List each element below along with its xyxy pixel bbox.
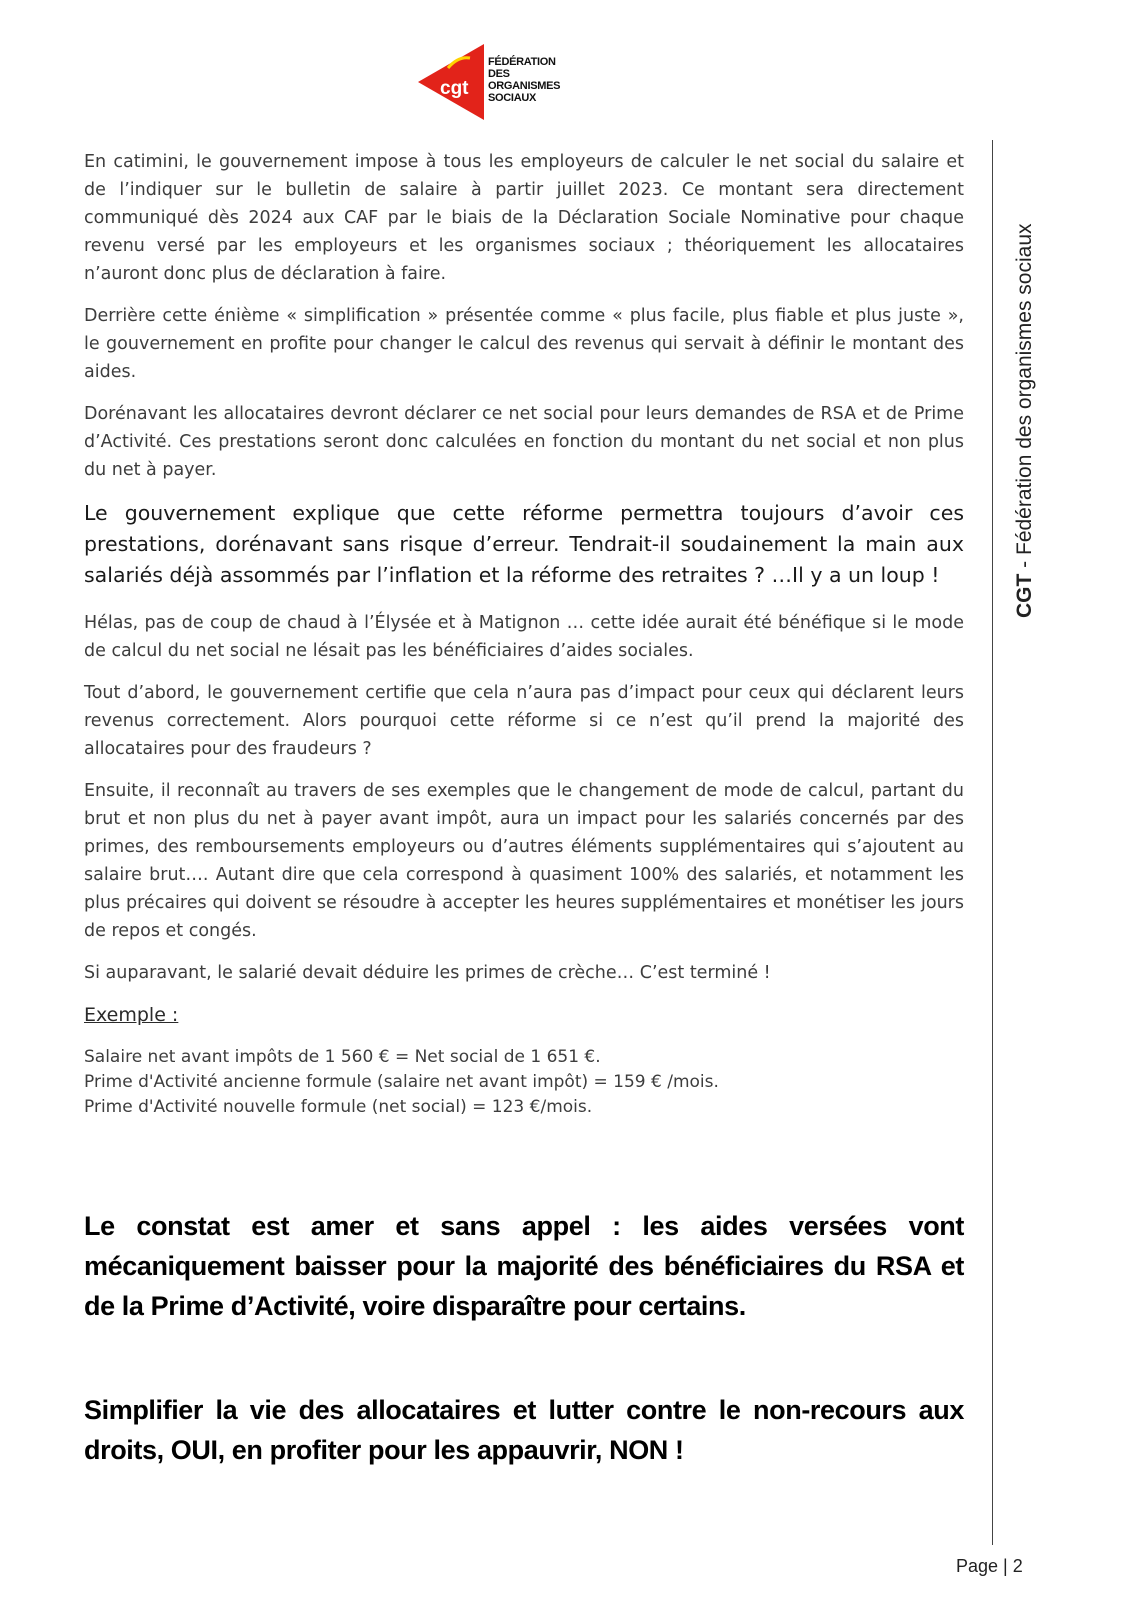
paragraph-elysee: Hélas, pas de coup de chaud à l’Élysée et à Matignon … cette idée aurait été bénéfique si le mode de calcul du net social ne lésait pas les bénéficiaires d’aides sociales.	[84, 613, 964, 661]
conclusion-slogan: Simplifier la vie des allocataires et lutter contre le non-recours aux droits, OUI, en profiter pour les appauvrir, NON !	[84, 1395, 964, 1465]
paragraph-tout-dabord: Tout d’abord, le gouvernement certifie que cela n’aura pas d’impact pour ceux qui déclarent leurs revenus correctement. Alors pourquoi cette réforme si ce n’est qu’il prend la majorité des allocataires pour des fraudeurs ?	[84, 683, 964, 759]
sidebar-divider	[992, 140, 993, 1545]
article-body	[84, 148, 964, 1120]
example-line: Prime d'Activité nouvelle formule (net social) = 123 €/mois.	[84, 1097, 593, 1117]
example-heading: Exemple :	[84, 1004, 179, 1026]
cgt-logo	[418, 44, 578, 120]
example-block	[84, 1045, 964, 1120]
page-number: Page | 2	[956, 1556, 1023, 1576]
sidebar-label	[1013, 224, 1037, 619]
paragraph-ensuite: Ensuite, il reconnaît au travers de ses exemples que le changement de mode de calcul, partant du brut et non plus du net à payer avant impôt, aura un impact pour les salariés concernés par des primes, des remboursements employeurs ou d’autres éléments supplémentaires qui s’ajoutent au salaire brut…. Autant dire que cela correspond à quasiment 100% des salariés, et notamment les plus précaires qui doivent se résoudre à accepter les heures supplémentaires et monétiser les jours de repos et congés.	[84, 781, 964, 941]
cgt-logo-mark	[418, 44, 486, 120]
sidebar-label-rest: - Fédération des organismes sociaux	[1013, 223, 1036, 574]
paragraph-intro: En catimini, le gouvernement impose à tous les employeurs de calculer le net social du salaire et de l’indiquer sur le bulletin de salaire à partir juillet 2023. Ce montant sera directement communiqué dès 2024 aux CAF par le biais de la Déclaration Sociale Nominative pour chaque revenu versé par les employeurs et les organismes sociaux ; théoriquement les allocataires n’auront donc plus de déclaration à faire.	[84, 152, 964, 284]
paragraph-net-social: Dorénavant les allocataires devront déclarer ce net social pour leurs demandes de RSA et de Prime d’Activité. Ces prestations seront donc calculées en fonction du montant du net social et non plus du net à payer.	[84, 404, 964, 480]
paragraph-simplification: Derrière cette énième « simplification » présentée comme « plus facile, plus fiable et plus juste », le gouvernement en profite pour changer le calcul des revenus qui servait à définir le montant des aides.	[84, 306, 964, 382]
paragraph-creche: Si auparavant, le salarié devait déduire les primes de crèche… C’est terminé !	[84, 963, 771, 983]
example-line: Prime d'Activité ancienne formule (salaire net avant impôt) = 159 € /mois.	[84, 1072, 719, 1092]
federation-name: FÉDÉRATION DES ORGANISMES SOCIAUX	[488, 56, 561, 104]
paragraph-government-claim: Le gouvernement explique que cette réforme permettra toujours d’avoir ces prestations, dorénavant sans risque d’erreur. Tendrait-il soudainement la main aux salariés déjà assommés par l’inflation et la réforme des retraites ? …Il y a un loup !	[84, 501, 964, 587]
cgt-logo-letters: cgt	[440, 78, 469, 99]
sidebar-label-strong: CGT	[1013, 573, 1036, 618]
conclusion-statement: Le constat est amer et sans appel : les aides versées vont mécaniquement baisser pour la majorité des bénéficiaires du RSA et de la Prime d’Activité, voire disparaître pour certains.	[84, 1211, 964, 1321]
example-line: Salaire net avant impôts de 1 560 € = Net social de 1 651 €.	[84, 1047, 601, 1067]
